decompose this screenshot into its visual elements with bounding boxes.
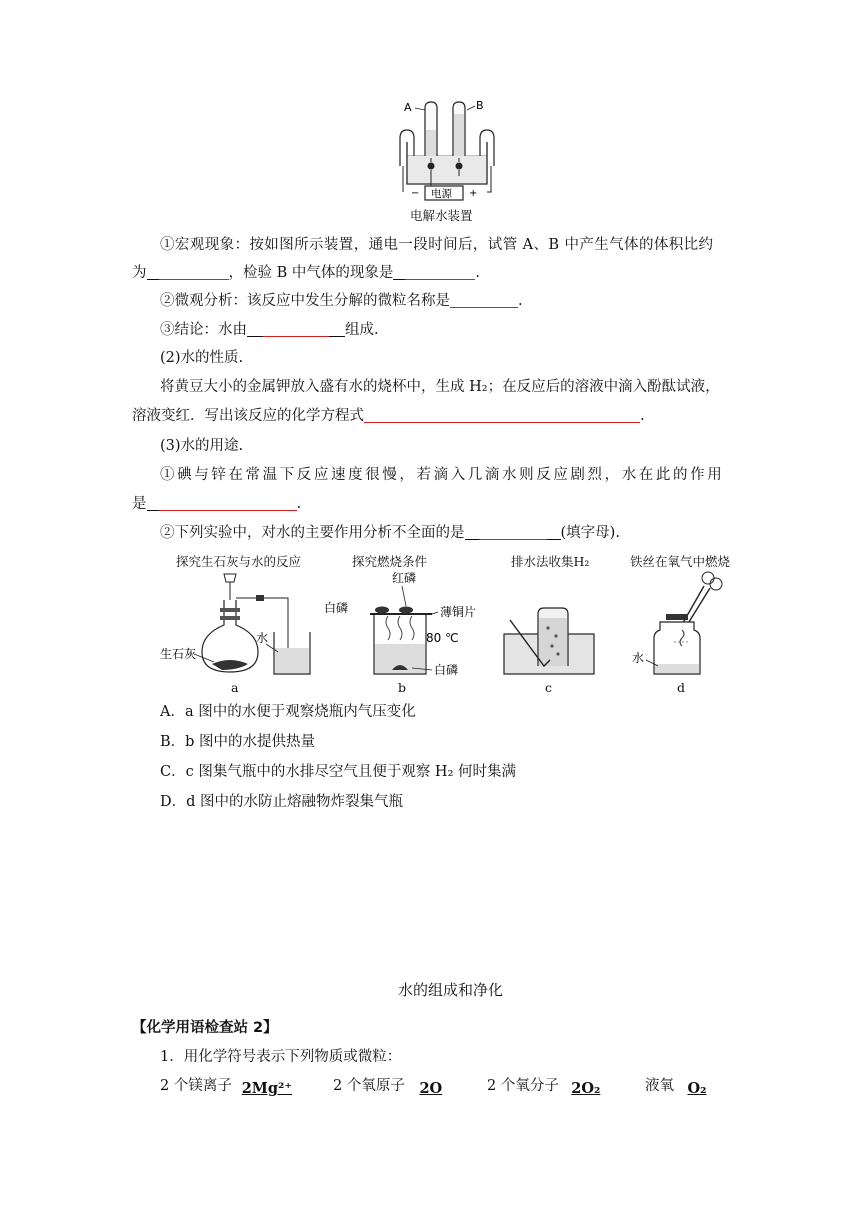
figure-a-lime-water <box>158 570 318 678</box>
part3-heading: (3)水的用途. <box>160 438 244 454</box>
symbol-item-mg-ion: 2 个镁离子 2Mg²⁺ <box>160 1074 302 1096</box>
option-d[interactable]: D．d 图中的水防止熔融物炸裂集气瓶 <box>160 794 404 810</box>
answer-o-atoms[interactable]: 2O <box>419 1080 443 1097</box>
option-b[interactable]: B．b 图中的水提供热量 <box>160 734 316 750</box>
option-c[interactable]: C．c 图集气瓶中的水排尽空气且便于观察 H₂ 何时集满 <box>160 764 516 780</box>
part2-line1: 将黄豆大小的金属钾放入盛有水的烧杯中，生成 H₂；在反应后的溶液中滴入酚酞试液， <box>160 379 720 395</box>
fig-d-title: 铁丝在氧气中燃烧 <box>630 554 731 569</box>
part2-line2: 溶液变红．写出该反应的化学方程式 . <box>132 408 645 424</box>
answer-blank-volume-ratio[interactable] <box>147 263 229 280</box>
item3-line: ③结论：水由 组成. <box>160 322 379 338</box>
station-heading: 【化学用语检查站 2】 <box>132 1020 278 1036</box>
minus-sign: − <box>411 188 420 199</box>
power-source-label: 电源 <box>431 188 452 200</box>
fig-b-label-white-p-top: 白磷 <box>324 601 349 615</box>
answer-blank-composition[interactable] <box>247 320 345 337</box>
fig-a-title: 探究生石灰与水的反应 <box>176 554 302 569</box>
fig-b-title: 探究燃烧条件 <box>352 554 428 569</box>
fig-b-label-red-p: 红磷 <box>392 571 417 585</box>
figure-b-combustion <box>322 570 482 678</box>
item1-line1: ①宏观现象：按如图所示装置，通电一段时间后，试管 A、B 中产生气体的体积比约 <box>160 237 714 253</box>
fig-c-letter: c <box>545 680 553 695</box>
part3-item2-line: ②下列实验中，对水的主要作用分析不全面的是 (填字母). <box>160 525 620 541</box>
answer-blank-equation[interactable] <box>364 406 640 423</box>
answer-mg-ion[interactable]: 2Mg²⁺ <box>241 1080 292 1097</box>
plus-sign: + <box>469 188 478 199</box>
answer-blank-water-role[interactable] <box>147 494 297 511</box>
fig-a-label-water: 水 <box>256 631 269 645</box>
fig-a-letter: a <box>231 680 239 695</box>
electrolysis-apparatus-figure <box>395 96 495 206</box>
fig-d-letter: d <box>677 680 686 695</box>
part2-heading: (2)水的性质. <box>160 350 244 366</box>
fig-b-label-white-p-bottom: 白磷 <box>434 663 459 677</box>
item1-line2: 为 ，检验 B 中气体的现象是 . <box>132 265 480 281</box>
answer-liquid-oxygen[interactable]: O₂ <box>687 1080 707 1097</box>
answer-blank-b-gas-test[interactable] <box>393 263 475 280</box>
label-b: B <box>476 99 484 112</box>
answer-o2-molecules[interactable]: 2O₂ <box>571 1080 601 1097</box>
option-a[interactable]: A．a 图中的水便于观察烧瓶内气压变化 <box>160 704 416 720</box>
part3-item1-line1: ①碘与锌在常温下反应速度很慢，若滴入几滴水则反应剧烈，水在此的作用 <box>160 467 725 483</box>
symbol-item-o-atoms: 2 个氧原子 2O <box>333 1074 457 1096</box>
item2-line: ②微观分析：该反应中发生分解的微粒名称是 . <box>160 293 523 309</box>
answer-blank-choice[interactable] <box>465 523 561 540</box>
section-title: 水的组成和净化 <box>398 981 504 999</box>
fig-b-letter: b <box>398 680 407 695</box>
fig-a-label-lime: 生石灰 <box>160 647 197 661</box>
fig-c-title: 排水法收集H₂ <box>511 554 590 569</box>
part3-item1-line2: 是 . <box>132 496 302 512</box>
answer-blank-particle[interactable] <box>450 291 518 308</box>
question-1: 1．用化学符号表示下列物质或微粒： <box>160 1049 402 1065</box>
figure-d-iron-wire <box>630 570 740 678</box>
figure-c-water-displacement <box>500 570 600 678</box>
fig-d-label-water: 水 <box>632 651 645 665</box>
fig-b-label-copper: 薄铜片 <box>440 605 477 619</box>
label-a: A <box>404 101 412 114</box>
symbol-item-liquid-oxygen: 液氧 O₂ <box>645 1074 720 1096</box>
symbol-item-o2-molecules: 2 个氧分子 2O₂ <box>487 1074 613 1096</box>
fig-b-label-temp: 80 ℃ <box>426 631 459 645</box>
electrolysis-caption: 电解水装置 <box>410 208 473 223</box>
